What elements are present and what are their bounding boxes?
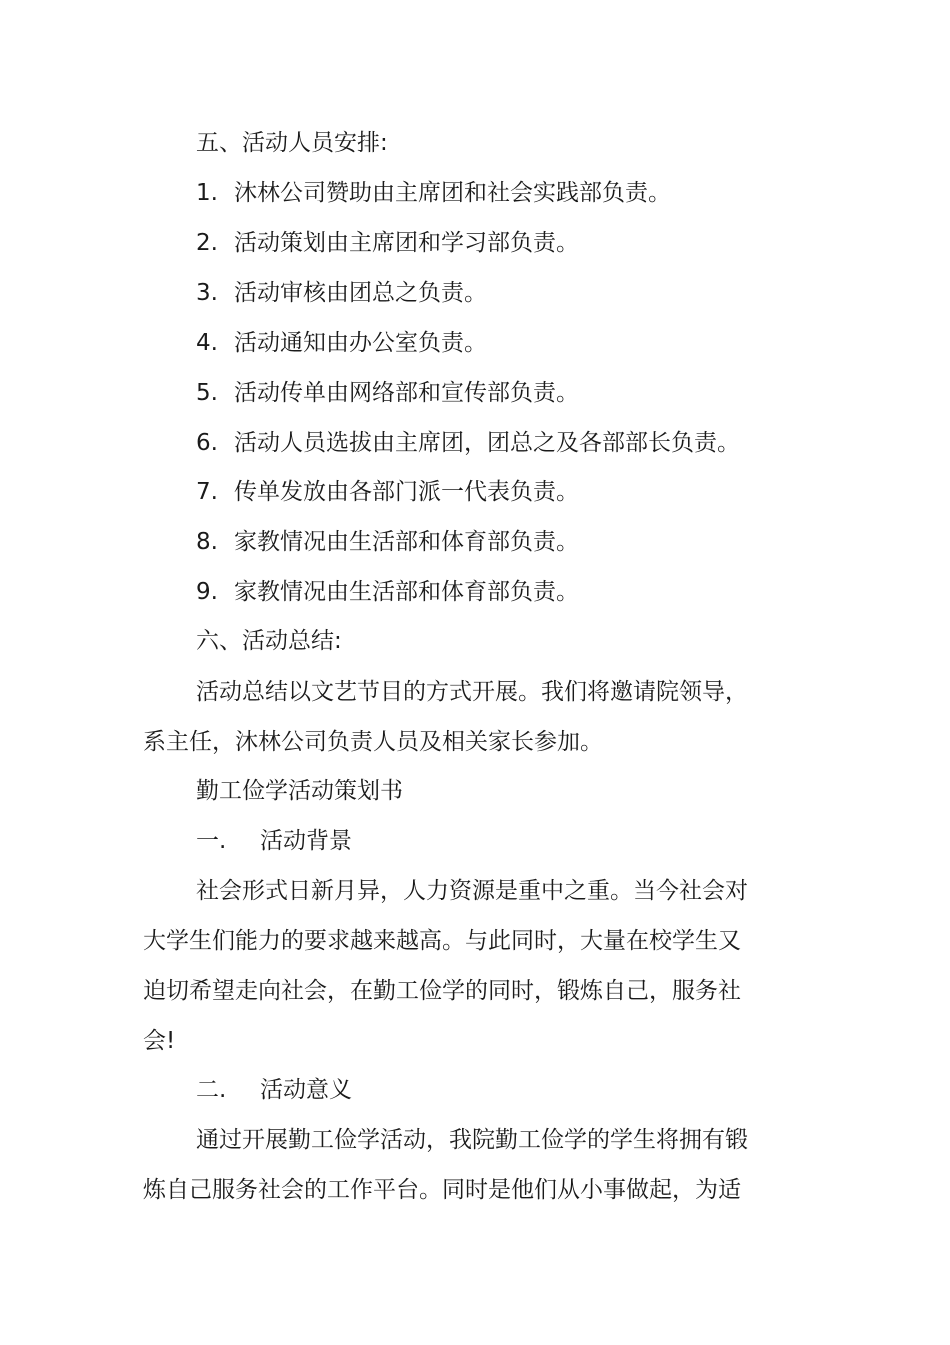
section6-heading: 六、活动总结: (196, 628, 342, 654)
list-item-text: 活动审核由团总之负责。 (234, 280, 487, 306)
paragraph-line: 大学生们能力的要求越来越高。与此同时，大量在校学生又 (143, 928, 741, 954)
list-item-text: 活动通知由办公室负责。 (234, 330, 487, 356)
list-item-number: 4. (196, 330, 218, 356)
list-item (196, 527, 579, 557)
list-item (196, 328, 487, 358)
list-item-number: 1. (196, 180, 218, 206)
list-item (196, 278, 487, 308)
paragraph-line: 活动总结以文艺节目的方式开展。我们将邀请院领导， (196, 679, 748, 705)
part1-heading-text: 活动背景 (260, 828, 352, 854)
list-item-number: 3. (196, 280, 218, 306)
part1-heading (196, 826, 352, 856)
document-title: 勤工俭学活动策划书 (196, 778, 403, 804)
list-item (196, 228, 579, 258)
list-item-number: 5. (196, 380, 218, 406)
paragraph-line: 迫切希望走向社会，在勤工俭学的同时，锻炼自己，服务社 (143, 978, 741, 1004)
paragraph-line: 系主任，沐林公司负责人员及相关家长参加。 (143, 729, 603, 755)
part2-number: 二. (196, 1077, 227, 1103)
list-item-text: 活动传单由网络部和宣传部负责。 (234, 380, 579, 406)
list-item (196, 428, 740, 458)
part1-number: 一. (196, 828, 227, 854)
list-item-number: 7. (196, 479, 218, 505)
paragraph-line: 炼自己服务社会的工作平台。同时是他们从小事做起，为适 (143, 1177, 741, 1203)
list-item-text: 活动策划由主席团和学习部负责。 (234, 230, 579, 256)
paragraph-line: 会! (143, 1028, 176, 1054)
list-item (196, 178, 671, 208)
part2-heading (196, 1075, 352, 1105)
list-item-number: 2. (196, 230, 218, 256)
list-item-number: 8. (196, 529, 218, 555)
list-item-text: 沐林公司赞助由主席团和社会实践部负责。 (234, 180, 671, 206)
list-item-number: 6. (196, 430, 218, 456)
list-item-text: 传单发放由各部门派一代表负责。 (234, 479, 579, 505)
list-item (196, 477, 579, 507)
section5-heading: 五、活动人员安排: (196, 130, 388, 156)
list-item-number: 9. (196, 579, 218, 605)
part2-heading-text: 活动意义 (260, 1077, 352, 1103)
list-item-text: 家教情况由生活部和体育部负责。 (234, 579, 579, 605)
list-item-text: 活动人员选拔由主席团，团总之及各部部长负责。 (234, 430, 740, 456)
list-item (196, 378, 579, 408)
list-item-text: 家教情况由生活部和体育部负责。 (234, 529, 579, 555)
paragraph-line: 社会形式日新月异，人力资源是重中之重。当今社会对 (196, 878, 748, 904)
list-item (196, 577, 579, 607)
paragraph-line: 通过开展勤工俭学活动，我院勤工俭学的学生将拥有锻 (196, 1127, 748, 1153)
